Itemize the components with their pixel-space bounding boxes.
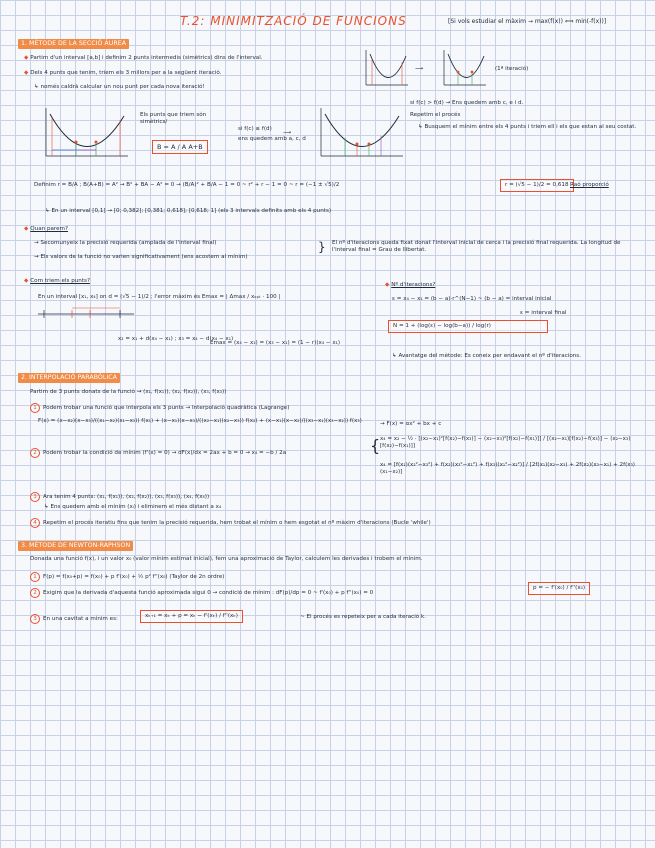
s2-F: F(x) = (x−x₂)(x−x₃)/((x₁−x₂)(x₁−x₃)) f(x₁) + (x−x₁)(x−x₃)/((x₂−x₁)(x₂−x₃)) f(x₂) + (x−x₁)(x−x₂)/((x₃−x₁)(x₃−x₂)) f(x₃): [38, 418, 362, 424]
when-stop: ◆ Quan parem?: [24, 226, 68, 232]
s2-step3b: ↳ Ens quedem amb el mínim (xᵢ) i eliminem el més distant a x₄: [44, 504, 222, 510]
n-iter: ◆ Nº d'iteracions?: [385, 282, 436, 288]
cond2-label: ens quedem amb a, c, d: [238, 136, 306, 142]
s2-intro: Partim de 3 punts donats de la funció → (x₁, f(x₁)), (x₂, f(x₂)), (x₃, f(x₃)): [30, 389, 227, 395]
graph-first-iter: [440, 50, 488, 90]
s1-line2: ◆ Dels 4 punts que tenim, triem els 3 millors per a la següent iteració.: [24, 70, 222, 76]
right2: Repetim el procés: [410, 112, 461, 118]
emax-formula: Emax = (x₄ − x₁) = (x₃ − x₁) = (1 − r)(x₄ − x₁): [210, 340, 341, 346]
stop-right: El nº d'iteracions queda fixat donat l'interval inicial de cerca i la precisió final requerida. La longitud de l'interval final = Grau de llibertat.: [332, 240, 621, 253]
brace: }: [318, 240, 326, 254]
define-formula: Definim r = B/A ; B(A+B) = A² → B² + BA − A² = 0 → (B/A)² + B/A − 1 = 0 ~ r² + r − 1 = 0 ~ r = (−1 ± √5)/2: [34, 182, 340, 188]
how-choose: ◆ Com triem els punts?: [24, 278, 90, 284]
section2-heading: 2. INTERPOLACIÓ PARABÒLICA: [18, 373, 120, 383]
s2-x4a: x₄ = x₂ − ½ · [(x₂−x₁)²[f(x₂)−f(x₃)] − (x₂−x₃)²[f(x₂)−f(x₁)]] / [(x₂−x₁)[f(x₂)−f(x₃)] − (x₂−x₃)[f(x₂)−f(x₁)]]: [380, 436, 631, 449]
brace-2: {: [370, 436, 381, 455]
stop1: → Secomunyeix la precisió requerida (amplada de l'interval final): [34, 240, 217, 246]
s2-step2: 2 Podem trobar la condició de mínim (f'(x) = 0) → dF(x)/dx = 2ax + b = 0 → x₄ = −b / 2a: [30, 448, 370, 458]
s3-step1: 1 F(p) = f(x₀+p) = f(x₀) + p f'(x₀) + ½ p² f''(x₀) (Taylor de 2n ordre): [30, 572, 450, 582]
right3: ↳ Busquem el mínim entre els 4 punts i triem ell i els que estan al seu costat.: [418, 124, 637, 130]
stop2: → Els valors de la funció no varien significativament (ens acostem al mínim): [34, 254, 248, 260]
ratio-box: B = A / A A+B: [152, 140, 208, 154]
right1: si f(c) > f(d) → Ens quedem amb c, e i d.: [410, 100, 524, 106]
section1-heading: 1. MÈTODE DE LA SECCIÓ ÀUREA: [18, 39, 129, 49]
graph-four-points: [40, 108, 130, 162]
first-iter-label: (1ª iteració): [495, 66, 529, 72]
N-box: N = 1 + (log(ε) − log(b−a)) / log(r): [388, 320, 548, 333]
eps2: ε = interval final: [520, 310, 567, 316]
advantage: ↳ Avantatge del mètode: Es coneix per endavant el nº d'iteracions.: [392, 353, 581, 359]
eps: ε = x₄ − x₁ = (b − a)·r^(N−1) ~ (b − a) = interval inicial: [392, 296, 552, 302]
s2-step1: 1 Podem trobar una funció que interpola els 3 punts → Interpolació quadràtica (Lagrange): [30, 403, 450, 413]
s3-repeat: ~ El procés es repeteix per a cada iteració k.: [300, 614, 427, 620]
s2-F-simple: → F(x) = αx² + bx + c: [380, 421, 442, 427]
graph-initial: [362, 50, 410, 90]
s3-step3: 3 En una cavitat a mínim es:: [30, 614, 118, 624]
xs-formula: x₂ = x₁ + d(x₄ − x₁) ; x₃ = x₄ − d(x₄ − x₁): [118, 336, 234, 342]
interval-def: En un interval [x₁, x₄] on d = (√5 − 1)/2 ; l'error màxim és Emax = | Δmax / xₒₚₜ · 100 |: [38, 294, 281, 300]
p-box: p = − f'(x₀) / f''(x₀): [528, 582, 590, 595]
xk1-box: xₖ₊₁ = xₖ + p = xₖ − f'(xₖ) / f''(xₖ): [140, 610, 243, 623]
s3-step2: 2 Exigim que la derivada d'aquesta funció aproximada sigui 0 → condició de mínim : dF(p)/dp = 0 ~ f'(x₀) + p f''(x₀) = 0: [30, 588, 510, 598]
s2-x4b: x₄ = [f(x₁)(x₂²−x₃²) + f(x₂)(x₃²−x₁²) + f(x₃)(x₁²−x₂²)] / [2f(x₁)(x₂−x₃) + 2f(x₂)(x₃−x₁) + 2f(x₃)(x₁−x₂)]: [380, 462, 635, 475]
arrow-right-2: ⟶: [283, 130, 292, 136]
s2-step4: 4 Repetim el procés iteratiu fins que tenim la precisió requerida, hem trobat el mínim o hem esgotat el nº màxim d'iteracions (Bucle 'while'): [30, 518, 620, 528]
golden-label: Raó proporció: [570, 182, 609, 188]
section3-heading: 3. MÈTODE DE NEWTON-RAPHSON: [18, 541, 133, 551]
s2-step3: 3 Ara tenim 4 punts: (x₁, f(x₁)), (x₂, f(x₂)), (x₃, f(x₃)), (x₄, f(x₄)): [30, 492, 430, 502]
golden-box: r = (√5 − 1)/2 = 0,618: [500, 179, 574, 192]
page-title: T.2: MINIMITZACIÓ DE FUNCIONS: [180, 14, 407, 28]
s1-line3: ↳ només caldrà calcular un nou punt per cada nova iteració!: [34, 84, 205, 90]
interval-axis: [38, 306, 138, 326]
s1-line1: ◆ Partim d'un interval [a,b] i definim 2 punts intermedis (simètrics) dins de l'interval.: [24, 55, 263, 61]
graph-next-iter: [315, 108, 405, 162]
points-label: Els punts que triem són simètrics/: [140, 112, 207, 125]
arrow-right: ⟶: [415, 66, 424, 72]
s3-intro: Donada una funció f(x), i un valor x₀ (valor mínim estimat inicial), fem una aproximació de Taylor, calculem les derivades i trobem el mínim.: [30, 556, 423, 562]
cond-label: si f(c) ≤ f(d): [238, 126, 272, 132]
interval-line: ↳ En un interval [0,1] → [0; 0,382]; [0,381; 0,618]; [0,618; 1] (els 3 intervals definits amb els 4 punts): [45, 208, 332, 214]
title-note: [Si vols estudiar el màxim → max(f(x)) ⟺ min(-f(x))]: [448, 18, 607, 25]
